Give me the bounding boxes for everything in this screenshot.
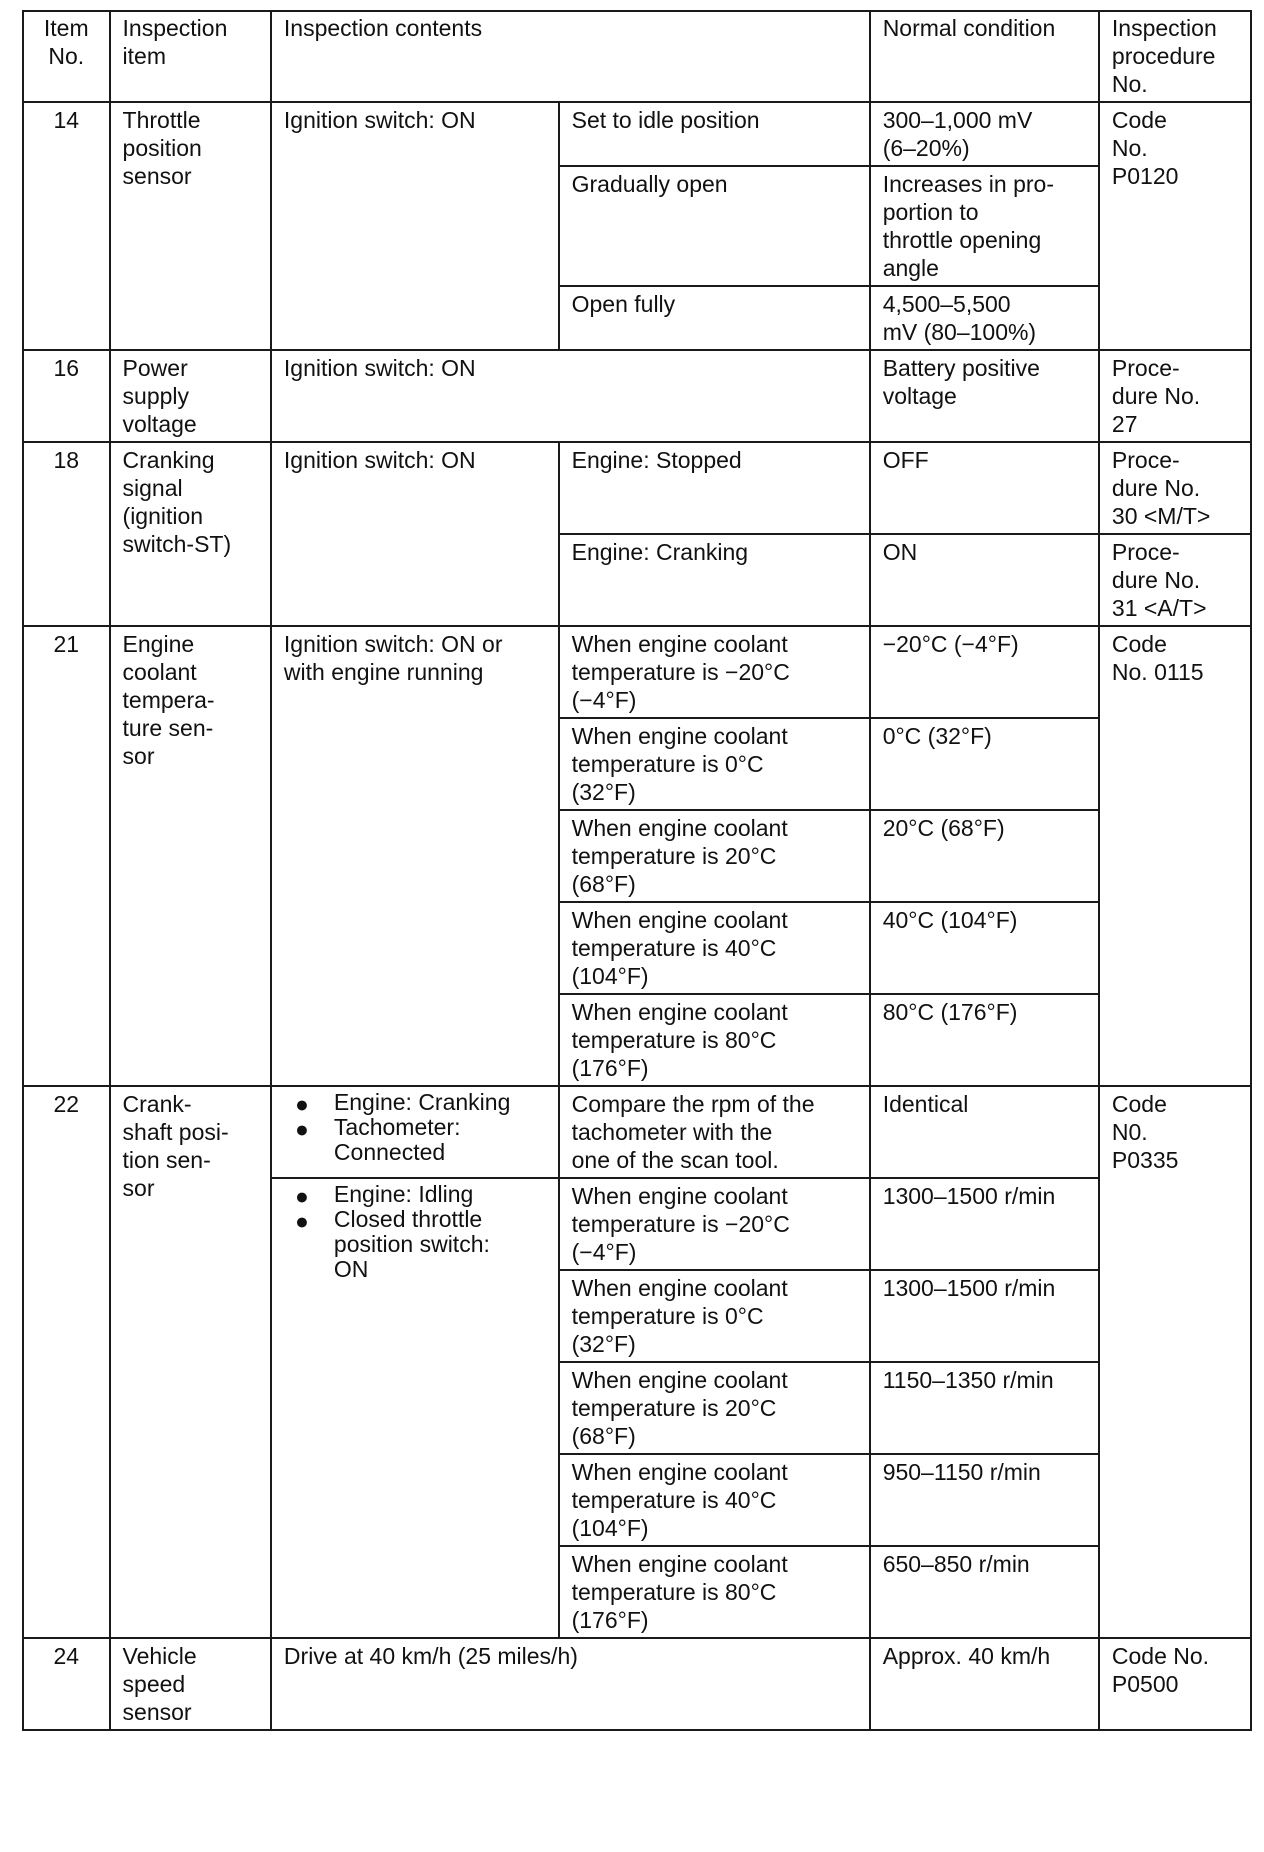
procedure-no: Code N0. P0335 [1099,1086,1251,1638]
procedure-no: Code No. P0120 [1099,102,1251,350]
inspection-detail: Engine: Cranking [559,534,870,626]
inspection-detail: Engine: Stopped [559,442,870,534]
inspection-detail: When engine coolant temperature is 40°C (104°F) [559,902,870,994]
inspection-condition: Ignition switch: ON [271,102,559,350]
inspection-item: Power supply voltage [110,350,271,442]
bullet-icon: ● [294,1183,309,1209]
normal-condition: Approx. 40 km/h [870,1638,1099,1730]
normal-condition: 300–1,000 mV (6–20%) [870,102,1099,166]
normal-condition: 20°C (68°F) [870,810,1099,902]
procedure-no: Proce- dure No. 30 <M/T> [1099,442,1251,534]
item-no: 22 [23,1086,110,1638]
normal-condition: 0°C (32°F) [870,718,1099,810]
bullet-icon: ● [294,1091,309,1117]
inspection-condition: Ignition switch: ON [271,350,870,442]
inspection-detail: When engine coolant temperature is −20°C (−4°F) [559,626,870,718]
normal-condition: 1300–1500 r/min [870,1270,1099,1362]
normal-condition: Identical [870,1086,1099,1178]
inspection-condition [271,1086,559,1178]
header-normal-condition: Normal condition [870,11,1099,102]
list-item: ● Engine: Cranking [284,1090,548,1115]
list-item: ● Tachometer: Connected [284,1115,548,1165]
normal-condition: 1150–1350 r/min [870,1362,1099,1454]
inspection-detail: Open fully [559,286,870,350]
inspection-condition: Ignition switch: ON or with engine running [271,626,559,1086]
table-row [23,442,1251,534]
item-no: 18 [23,442,110,626]
item-no: 14 [23,102,110,350]
list-item: ● Engine: Idling [284,1182,548,1207]
normal-condition: ON [870,534,1099,626]
table-row [23,1638,1251,1730]
header-row [23,11,1251,102]
header-inspection-contents: Inspection contents [271,11,870,102]
inspection-detail: Set to idle position [559,102,870,166]
normal-condition: 950–1150 r/min [870,1454,1099,1546]
header-item-no: Item No. [23,11,110,102]
table-row [23,1086,1251,1178]
inspection-item: Vehicle speed sensor [110,1638,271,1730]
normal-condition: 1300–1500 r/min [870,1178,1099,1270]
inspection-table [22,10,1252,1731]
inspection-detail: When engine coolant temperature is 0°C (32°F) [559,718,870,810]
inspection-condition: Drive at 40 km/h (25 miles/h) [271,1638,870,1730]
header-procedure-no: Inspection procedure No. [1099,11,1251,102]
procedure-no: Proce- dure No. 31 <A/T> [1099,534,1251,626]
inspection-item: Engine coolant tempera- ture sen- sor [110,626,271,1086]
normal-condition: Increases in pro- portion to throttle opening angle [870,166,1099,286]
inspection-detail: When engine coolant temperature is 20°C (68°F) [559,1362,870,1454]
inspection-detail: Gradually open [559,166,870,286]
inspection-detail: When engine coolant temperature is 0°C (32°F) [559,1270,870,1362]
normal-condition: Battery positive voltage [870,350,1099,442]
table-row [23,626,1251,718]
inspection-detail: When engine coolant temperature is −20°C (−4°F) [559,1178,870,1270]
item-no: 21 [23,626,110,1086]
list-item: ● Closed throttle position switch: ON [284,1207,548,1282]
inspection-item: Throttle position sensor [110,102,271,350]
condition-bullet-list [284,1182,548,1282]
item-no: 16 [23,350,110,442]
normal-condition: 650–850 r/min [870,1546,1099,1638]
bullet-icon: ● [294,1116,309,1142]
normal-condition: 80°C (176°F) [870,994,1099,1086]
table-row [23,102,1251,166]
procedure-no: Proce- dure No. 27 [1099,350,1251,442]
normal-condition: 4,500–5,500 mV (80–100%) [870,286,1099,350]
inspection-item: Crank- shaft posi- tion sen- sor [110,1086,271,1638]
normal-condition: OFF [870,442,1099,534]
inspection-detail: Compare the rpm of the tachometer with the one of the scan tool. [559,1086,870,1178]
inspection-detail: When engine coolant temperature is 80°C (176°F) [559,1546,870,1638]
normal-condition: −20°C (−4°F) [870,626,1099,718]
table-row [23,350,1251,442]
condition-bullet-list [284,1090,548,1165]
header-inspection-item: Inspection item [110,11,271,102]
bullet-icon: ● [294,1208,309,1234]
inspection-condition [271,1178,559,1638]
normal-condition: 40°C (104°F) [870,902,1099,994]
inspection-detail: When engine coolant temperature is 80°C (176°F) [559,994,870,1086]
inspection-sheet [22,10,1252,1840]
inspection-detail: When engine coolant temperature is 40°C (104°F) [559,1454,870,1546]
item-no: 24 [23,1638,110,1730]
inspection-condition: Ignition switch: ON [271,442,559,626]
procedure-no: Code No. 0115 [1099,626,1251,1086]
inspection-item: Cranking signal (ignition switch-ST) [110,442,271,626]
inspection-detail: When engine coolant temperature is 20°C (68°F) [559,810,870,902]
procedure-no: Code No. P0500 [1099,1638,1251,1730]
